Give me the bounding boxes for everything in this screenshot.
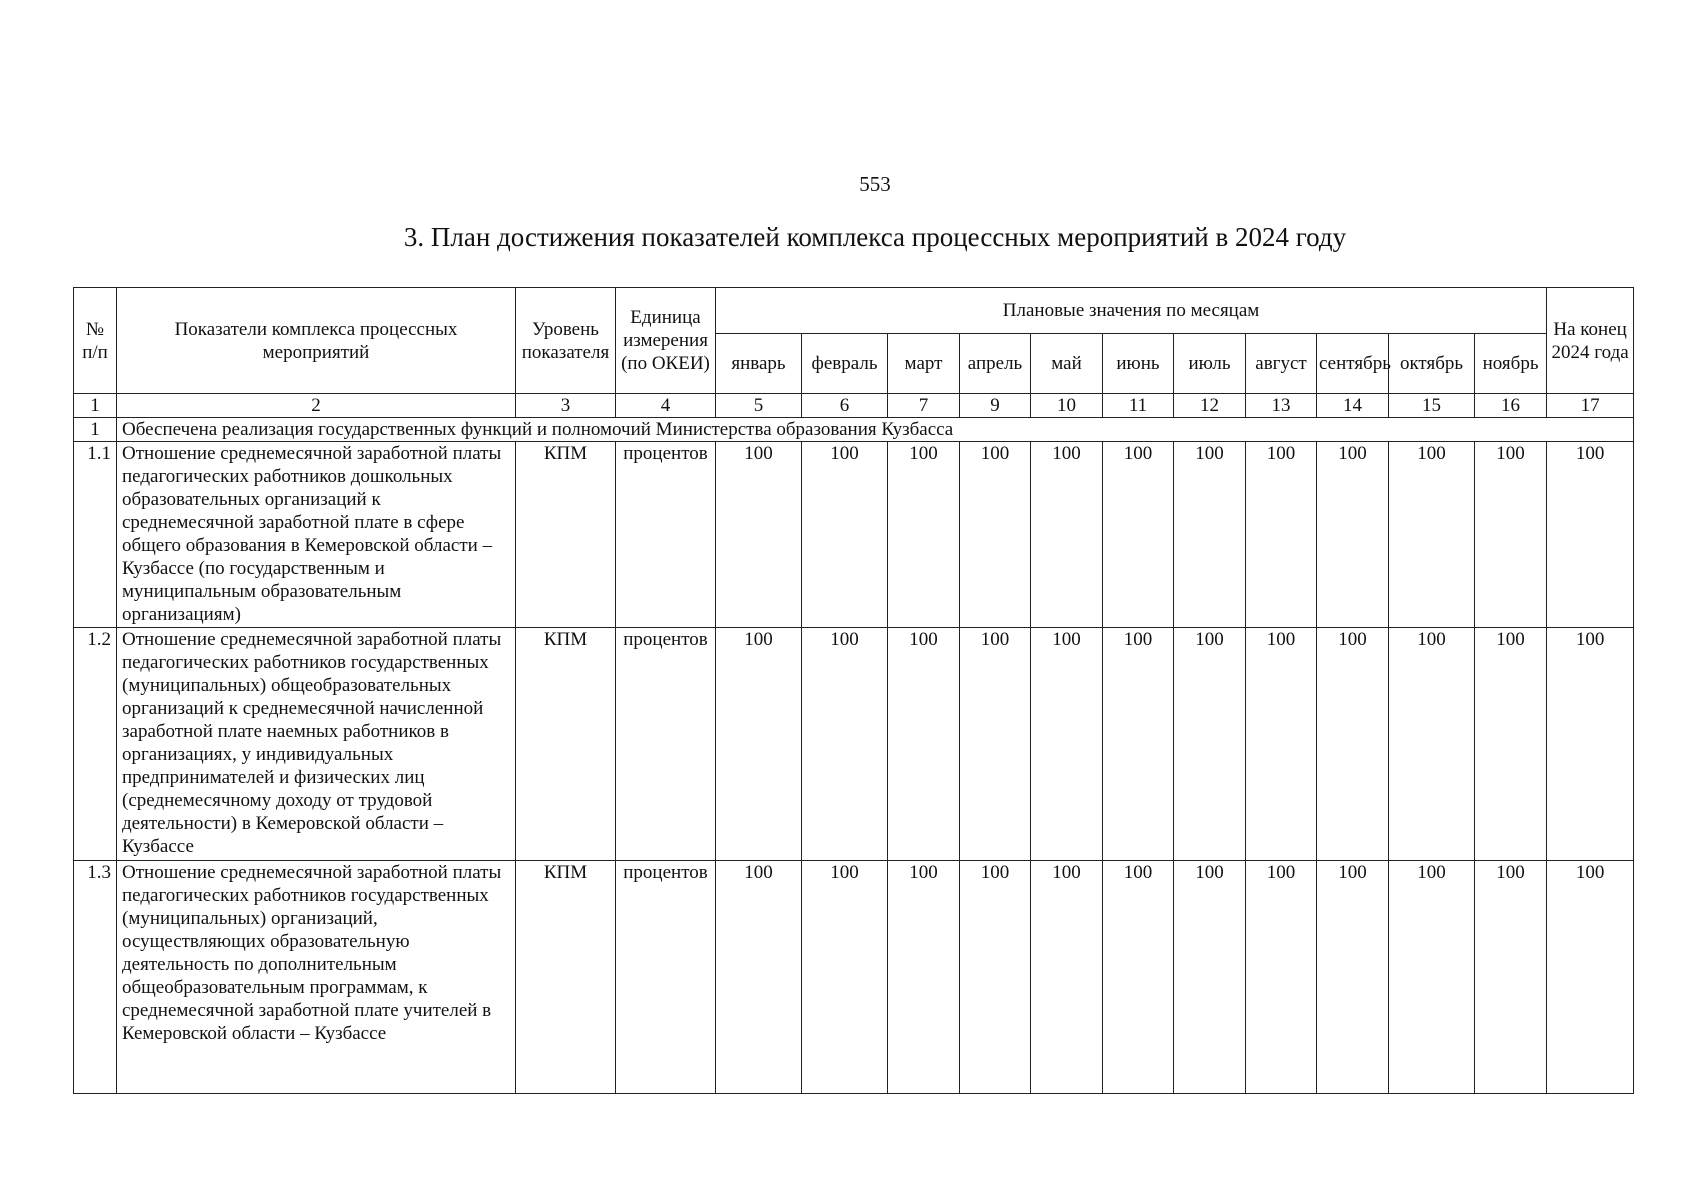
row-unit: процентов <box>616 861 716 1094</box>
table-row <box>74 861 1634 1094</box>
row-level: КПМ <box>516 628 616 861</box>
header-month: июнь <box>1103 334 1174 394</box>
table-row <box>74 628 1634 861</box>
column-number: 1 <box>74 394 117 418</box>
row-value: 100 <box>1031 628 1103 861</box>
row-level: КПМ <box>516 442 616 628</box>
row-value: 100 <box>1389 442 1475 628</box>
row-value: 100 <box>716 442 802 628</box>
section-num: 1 <box>74 418 117 442</box>
row-unit: процентов <box>616 628 716 861</box>
section-row <box>74 418 1634 442</box>
row-value: 100 <box>1547 628 1634 861</box>
column-number: 10 <box>1031 394 1103 418</box>
column-number: 9 <box>960 394 1031 418</box>
row-num: 1.3 <box>74 861 117 1094</box>
header-month: август <box>1246 334 1317 394</box>
row-value: 100 <box>1103 861 1174 1094</box>
row-indicator-name: Отношение среднемесячной заработной платы педагогических работников государственных (муниципальных) организаций, осуществляющих образовательную деятельность по дополнительным общеобразовательным программам, к среднемесячной заработной плате учителей в Кемеровской области – Кузбассе <box>117 861 516 1094</box>
column-number: 17 <box>1547 394 1634 418</box>
header-month: февраль <box>802 334 888 394</box>
column-number: 7 <box>888 394 960 418</box>
column-number: 16 <box>1475 394 1547 418</box>
row-indicator-name: Отношение среднемесячной заработной платы педагогических работников дошкольных образовательных организаций к среднемесячной заработной плате в сфере общего образования в Кемеровской области – Кузбассе (по государственным и муниципальным образовательным организациям) <box>117 442 516 628</box>
row-value: 100 <box>1389 628 1475 861</box>
row-value: 100 <box>716 628 802 861</box>
column-number: 5 <box>716 394 802 418</box>
document-title: 3. План достижения показателей комплекса процессных мероприятий в 2024 году <box>403 222 1347 252</box>
row-unit: процентов <box>616 442 716 628</box>
column-number: 14 <box>1317 394 1389 418</box>
table-row <box>74 442 1634 628</box>
header-month: ноябрь <box>1475 334 1547 394</box>
header-month: март <box>888 334 960 394</box>
header-unit: Единица измерения (по ОКЕИ) <box>616 288 716 394</box>
header-end-of-year: На конец 2024 года <box>1547 288 1634 394</box>
column-number: 15 <box>1389 394 1475 418</box>
page-number: 553 <box>859 172 891 196</box>
column-number: 13 <box>1246 394 1317 418</box>
header-month: апрель <box>960 334 1031 394</box>
column-number: 12 <box>1174 394 1246 418</box>
header-month: январь <box>716 334 802 394</box>
row-value: 100 <box>888 861 960 1094</box>
plan-table <box>73 287 1634 1094</box>
row-value: 100 <box>960 628 1031 861</box>
column-number: 11 <box>1103 394 1174 418</box>
row-num: 1.2 <box>74 628 117 861</box>
row-value: 100 <box>1246 628 1317 861</box>
row-value: 100 <box>1475 861 1547 1094</box>
header-indicator: Показатели комплекса процессных мероприятий <box>117 288 516 394</box>
row-value: 100 <box>1103 628 1174 861</box>
row-value: 100 <box>1389 861 1475 1094</box>
row-value: 100 <box>1317 628 1389 861</box>
row-value: 100 <box>802 628 888 861</box>
row-value: 100 <box>802 861 888 1094</box>
row-value: 100 <box>1547 861 1634 1094</box>
row-value: 100 <box>1246 442 1317 628</box>
row-value: 100 <box>716 861 802 1094</box>
row-value: 100 <box>1475 628 1547 861</box>
row-value: 100 <box>1246 861 1317 1094</box>
row-value: 100 <box>960 442 1031 628</box>
row-indicator-name: Отношение среднемесячной заработной платы педагогических работников государственных (муниципальных) общеобразовательных организаций к среднемесячной начисленной заработной плате наемных работников в организациях, у индивидуальных предпринимателей и физических лиц (среднемесячному доходу от трудовой деятельности) в Кемеровской области – Кузбассе <box>117 628 516 861</box>
column-number-row <box>74 394 1634 418</box>
row-value: 100 <box>1103 442 1174 628</box>
row-value: 100 <box>1475 442 1547 628</box>
row-value: 100 <box>1031 442 1103 628</box>
row-value: 100 <box>1174 628 1246 861</box>
header-planned: Плановые значения по месяцам <box>716 288 1547 334</box>
header-month: июль <box>1174 334 1246 394</box>
row-value: 100 <box>960 861 1031 1094</box>
row-value: 100 <box>1174 442 1246 628</box>
row-value: 100 <box>1317 861 1389 1094</box>
section-text: Обеспечена реализация государственных функций и полномочий Министерства образования Кузбасса <box>117 418 1634 442</box>
column-number: 2 <box>117 394 516 418</box>
header-month: май <box>1031 334 1103 394</box>
row-num: 1.1 <box>74 442 117 628</box>
row-level: КПМ <box>516 861 616 1094</box>
header-month: сентябрь <box>1317 334 1389 394</box>
header-month: октябрь <box>1389 334 1475 394</box>
column-number: 3 <box>516 394 616 418</box>
row-value: 100 <box>1317 442 1389 628</box>
header-level: Уровень показателя <box>516 288 616 394</box>
row-value: 100 <box>1031 861 1103 1094</box>
row-value: 100 <box>1174 861 1246 1094</box>
row-value: 100 <box>888 628 960 861</box>
header-num: № п/п <box>74 288 117 394</box>
row-value: 100 <box>802 442 888 628</box>
column-number: 4 <box>616 394 716 418</box>
column-number: 6 <box>802 394 888 418</box>
row-value: 100 <box>888 442 960 628</box>
row-value: 100 <box>1547 442 1634 628</box>
